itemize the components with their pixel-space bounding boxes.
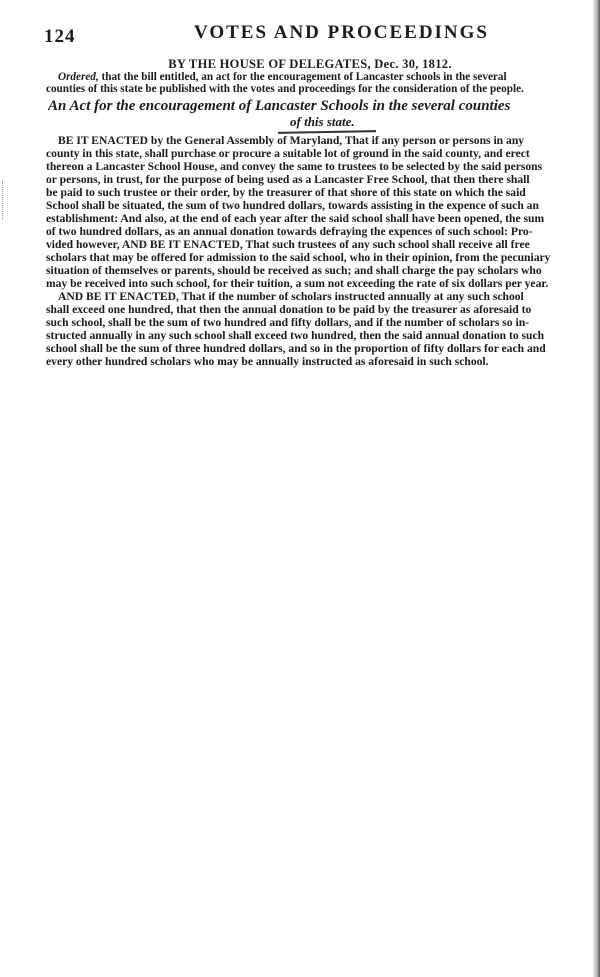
act-text-line: thereon a Lancaster School House, and convey the same to trustees to be selected by the said persons <box>46 160 543 173</box>
running-head: VOTES AND PROCEEDINGS <box>194 22 490 43</box>
act-text-line: school shall be the sum of three hundred dollars, and so in the proportion of fifty dollars for each and <box>46 342 546 355</box>
act-text-line: county in this state, shall purchase or procure a suitable lot of ground in the said county, and erect <box>46 147 530 160</box>
act-text-line: School shall be situated, the sum of two hundred dollars, towards assisting in the expence of such an <box>46 199 539 212</box>
act-title: An Act for the encouragement of Lancaster Schools in the several counties <box>48 98 511 114</box>
ordered-line-1-text: that the bill entitled, an act for the encouragement of Lancaster schools in the several <box>98 71 507 83</box>
act-text-line: of two hundred dollars, as an annual donation towards defraying the expences of such school: Pro- <box>46 225 533 238</box>
act-text-line: establishment: And also, at the end of each year after the said school shall have been opened, the sum <box>46 212 545 225</box>
page-number: 124 <box>44 26 76 47</box>
act-text-line: vided however, AND BE IT ENACTED, That such trustees of any such school shall receive all free <box>46 238 530 251</box>
act-text-line: or persons, in trust, for the purpose of being used as a Lancaster Free School, that then there shall <box>46 173 530 186</box>
act-text-line: structed annually in any such school shall exceed two hundred, then the said annual donation to such <box>46 329 545 342</box>
act-text-line: be paid to such trustee or their order, by the treasurer of that shore of this state on which the said <box>46 186 526 199</box>
act-title-continued: of this state. <box>290 114 355 129</box>
act-text-line: such school, shall be the sum of two hundred and fifty dollars, and if the number of scholars so in- <box>46 316 530 329</box>
ordered-paragraph-line-2: counties of this state be published with the votes and proceedings for the consideration of the people. <box>46 83 524 95</box>
act-text-line: scholars that may be offered for admission to the said school, who in their opinion, from the pecuniary <box>46 251 551 264</box>
act-text-line: every other hundred scholars who may be annually instructed as aforesaid in such school. <box>46 355 489 368</box>
act-text-line: BE IT ENACTED by the General Assembly of Maryland, That if any person or persons in any <box>58 134 525 147</box>
act-text-line: AND BE IT ENACTED, That if the number of scholars instructed annually at any such school <box>58 290 524 303</box>
house-of-delegates-line: BY THE HOUSE OF DELEGATES, Dec. 30, 1812. <box>168 57 452 71</box>
margin-mark <box>2 180 7 220</box>
act-text-line: situation of themselves or parents, should be received as such; and shall charge the pay scholars who <box>46 264 542 277</box>
page-header <box>44 20 584 50</box>
act-text-line: may be received into such school, for their tuition, a sum not exceeding the rate of six dollars per year. <box>46 277 549 290</box>
act-text-line: shall exceed one hundred, that then the annual donation to be paid by the treasurer as aforesaid to <box>46 303 532 316</box>
ordered-lead: Ordered, <box>58 71 99 83</box>
